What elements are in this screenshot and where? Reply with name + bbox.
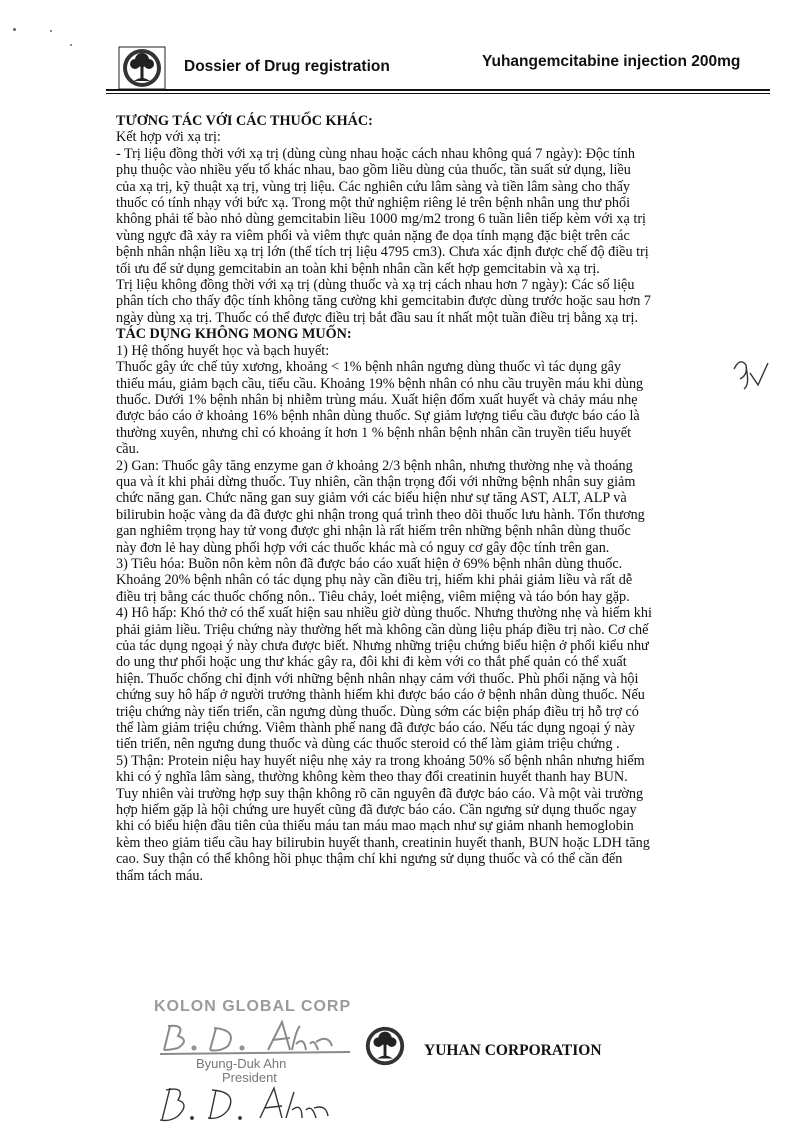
handwritten-mark-icon <box>730 355 770 391</box>
text-line: triệu chứng này tiến triển, cần ngưng dùng thuốc. Dùng sớm các biện pháp điều trị hỗ trợ có <box>116 703 639 720</box>
text-line: thuốc. Dưới 1% bệnh nhân bị nhiễm trùng máu. Xuất hiện đốm xuất huyết và chảy máu nhẹ <box>116 391 638 408</box>
text-line: Trị liệu không đồng thời với xạ trị (dùng thuốc và xạ trị cách nhau hơn 7 ngày): Các số liệu <box>116 277 635 294</box>
text-line: hợp hiếm gặp là hội chứng ure huyết cũng đã được báo cáo. Cần ngưng sử dụng thuốc ngay <box>116 802 637 819</box>
scan-speck <box>50 30 52 32</box>
text-line: thường xuyên, nhưng chỉ có khoảng ít hơn 1 % bệnh nhân bệnh nhân cần truyền tiểu huyết <box>116 424 632 441</box>
text-line: qua và ít khi phải dừng thuốc. Tuy nhiên, cần thận trọng đối với những bệnh nhân suy giảm <box>116 473 636 490</box>
text-line: được báo cáo ở khoảng 16% bệnh nhân dùng thuốc. Sự giảm lượng tiểu cầu được báo cáo là <box>116 408 640 425</box>
text-line: khi có biểu hiện đầu tiên của thiếu máu tan máu mao mạch như sự giảm nhanh hemoglobin <box>116 818 634 835</box>
text-line: 1) Hệ thống huyết học và bạch huyết: <box>116 342 330 359</box>
text-line: điều trị bằng các thuốc chống nôn.. Tiêu chảy, loét miệng, viêm miệng và táo bón hay gặp. <box>116 588 630 605</box>
text-line: thiếu máu, giảm bạch cầu, tiểu cầu. Khoảng 19% bệnh nhân có nhu cầu truyền máu khi dùng <box>116 375 644 392</box>
text-line: cầu. <box>116 441 140 458</box>
text-line: chứng suy hô hấp ở người trưởng thành hiếm khi được báo cáo ở bệnh nhân dùng thuốc. Nếu <box>116 687 645 704</box>
signature-stamp-icon <box>150 1016 365 1056</box>
tree-logo-icon <box>362 1024 408 1068</box>
text-line: của tác dụng ngoại ý này chưa được biết. Nhưng những triệu chứng biểu hiện ở phổi kiểu như <box>116 638 649 654</box>
text-line: Tuy nhiên vài trường hợp suy thận không rõ căn nguyên đã được báo cáo. Và một vài trường <box>116 785 644 802</box>
corporation-name: YUHAN CORPORATION <box>424 1042 602 1059</box>
text-line: Kết hợp với xạ trị: <box>116 129 221 146</box>
text-line: thuốc có tính nhạy với bức xạ. Trong một thử nghiệm riêng lẻ trên bệnh nhân ung thư phổi <box>116 195 631 212</box>
header-rule-thin <box>106 93 770 94</box>
signatory-title: President <box>222 1070 277 1085</box>
text-line: hiện. Thuốc chống chỉ định với những bệnh nhân nhạy cảm với thuốc. Phù phổi nặng và hội <box>116 670 639 687</box>
text-line: bệnh nhân nhận liều xạ trị lớn (thể tích trị liệu 4795 cm3). Chưa xác định được chế độ điều trị <box>116 244 649 261</box>
company-stamp: KOLON GLOBAL CORP <box>154 998 352 1015</box>
text-line: tối ưu để sử dụng gemcitabin an toàn khi bệnh nhân cần kết hợp gemcitabin và xạ trị. <box>116 260 600 277</box>
text-line: bilirubin hoặc vàng da đã được ghi nhận trong quá trình theo dõi thuốc lưu hành. Tổn thương <box>116 506 645 523</box>
text-line: 3) Tiêu hóa: Buồn nôn kèm nôn đã được báo cáo xuất hiện ở 69% bệnh nhân dùng thuốc. <box>116 555 623 572</box>
text-line: Khoảng 20% bệnh nhân có tác dụng phụ này cần điều trị, hiếm khi phải giảm liều và rất dễ <box>116 572 633 589</box>
text-line: vùng ngực đã xảy ra viêm phổi và viêm thực quản nặng đe dọa tính mạng đặc biệt trên các <box>116 227 630 244</box>
header-document-title: Dossier of Drug registration <box>184 58 390 75</box>
text-line: gan nghiêm trọng hay tử vong được ghi nhận là rất hiếm trên những bệnh nhân dùng thuốc <box>116 523 631 540</box>
text-line: không phải tế bào nhỏ dùng gemcitabin liều 1000 mg/m2 trong 6 tuần liên tiếp kèm với xạ trị <box>116 211 646 228</box>
text-line: phải giảm liều. Triệu chứng này thường hết mà không cần dùng liệu pháp điều trị nào. Cơ chế <box>116 621 649 638</box>
header-product-title: Yuhangemcitabine injection 200mg <box>482 53 741 70</box>
text-line: này đơn lẻ hay dùng phối hợp với các thuốc khác mà có nguy cơ gây độc tính trên gan. <box>116 539 610 556</box>
section-heading: TÁC DỤNG KHÔNG MONG MUỐN: <box>116 326 352 343</box>
section-heading: TƯƠNG TÁC VỚI CÁC THUỐC KHÁC: <box>116 113 373 129</box>
tree-logo-icon <box>118 46 166 90</box>
header-rule <box>106 89 770 91</box>
scan-speck <box>70 44 72 46</box>
text-line: kèm theo giảm tiểu cầu hay bilirubin huyết thanh, creatinin huyết thanh, BUN hoặc LDH tăng <box>116 834 650 851</box>
document-body <box>116 113 748 884</box>
text-line: ngày dùng xạ trị. Thuốc có thể được điều trị bắt đầu sau ít nhất một tuần điều trị bằng xạ trị. <box>116 309 639 326</box>
text-line: 5) Thận: Protein niệu hay huyết niệu nhẹ xảy ra trong khoảng 50% số bệnh nhân nhưng hiếm <box>116 752 645 769</box>
text-line: khi có ý nghĩa lâm sàng, thường không kèm theo thay đổi creatinin huyết thanh hay BUN. <box>116 769 628 786</box>
text-line: do ung thư phổi hoặc ung thư khác gây ra, đôi khi đi kèm với co thắt phế quản có thể xuất <box>116 654 627 671</box>
text-line: chức năng gan. Chức năng gan suy giảm với các biểu hiện như sự tăng AST, ALT, ALP và <box>116 490 627 507</box>
scan-speck <box>13 28 16 31</box>
text-line: 4) Hô hấp: Khó thở có thể xuất hiện sau nhiều giờ dùng thuốc. Nhưng thường nhẹ và hiếm khi <box>116 605 652 622</box>
text-line: của xạ trị, kỹ thuật xạ trị, vùng trị liệu. Các nghiên cứu lâm sàng và tiền lâm sàng cho thấy <box>116 178 630 195</box>
signatory-name: Byung-Duk Ahn <box>196 1056 287 1071</box>
text-line: cao. Suy thận có thể không hồi phục thậm chí khi ngưng sử dụng thuốc và có thể cần đến <box>116 851 623 868</box>
text-line: tiến triển, nên ngưng dung thuốc và dùng các thuốc steroid có thể làm giảm triệu chứng . <box>116 736 620 753</box>
text-line: - Trị liệu đồng thời với xạ trị (dùng cùng nhau hoặc cách nhau không quá 7 ngày): Độc tính <box>116 145 635 162</box>
text-line: 2) Gan: Thuốc gây tăng enzyme gan ở khoảng 2/3 bệnh nhân, nhưng thường nhẹ và thoáng <box>116 457 633 474</box>
handwritten-signature-icon <box>152 1082 332 1124</box>
text-line: Thuốc gây ức chế tủy xương, khoảng < 1% bệnh nhân ngưng dùng thuốc vì tác dụng gây <box>116 359 622 376</box>
text-line: phụ thuộc vào nhiều yếu tố khác nhau, bao gồm liều dùng của thuốc, tần suất sử dụng, liều <box>116 162 631 179</box>
text-line: phân tích cho thấy độc tính không tăng cường khi gemcitabin được dùng trước hoặc sau hơn 7 <box>116 293 651 310</box>
text-line: thể làm giảm triệu chứng. Viêm thành phế nang đã được báo cáo. Nếu tác dụng ngoại ý này <box>116 720 635 737</box>
text-line: thẩm tách máu. <box>116 867 204 884</box>
